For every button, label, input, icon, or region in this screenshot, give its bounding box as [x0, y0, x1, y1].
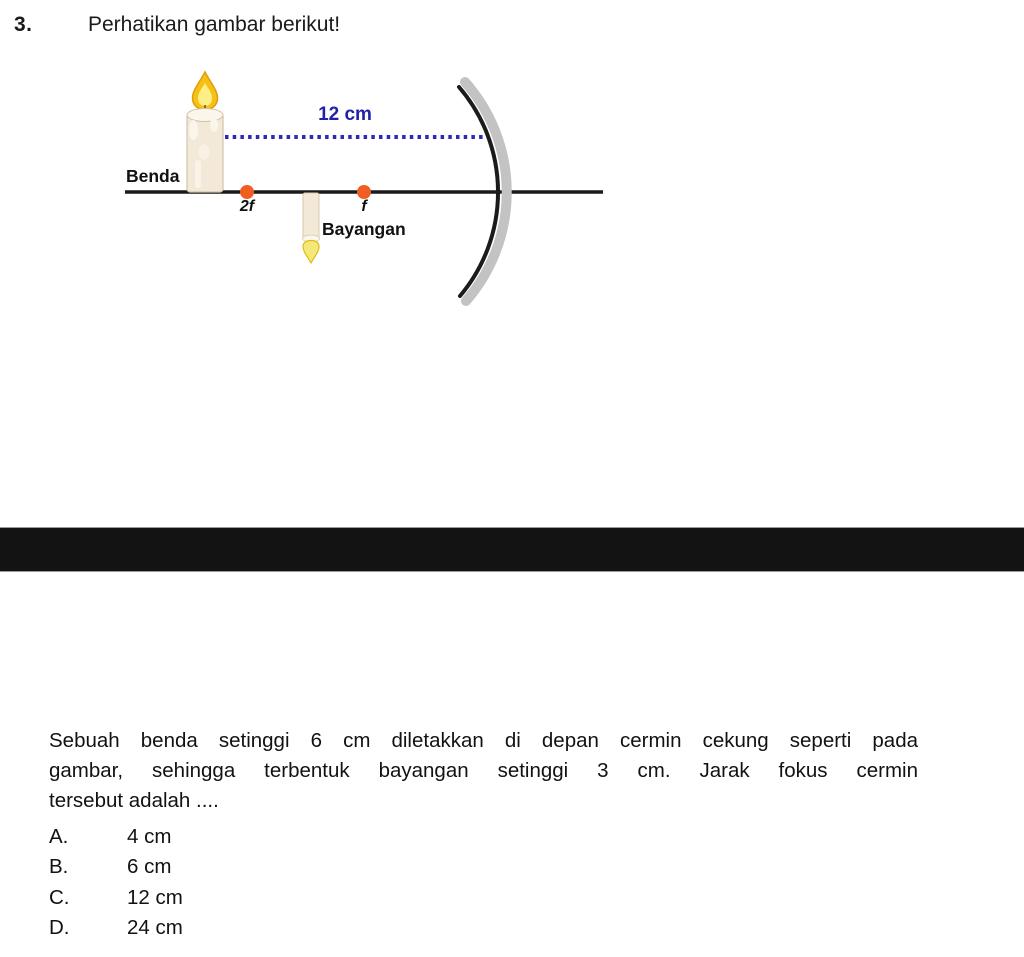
option-value: 4 cm [127, 825, 172, 848]
focal-point-label: f [361, 198, 367, 215]
option-letter: C. [49, 885, 70, 909]
candle-highlight [199, 144, 210, 160]
candle-highlight [195, 160, 201, 188]
option-row-c [49, 883, 183, 913]
distance-label: 12 cm [318, 104, 372, 125]
question-line: Sebuah benda setinggi 6 cm diletakkan di depan cermin cekung seperti pada [49, 729, 918, 752]
separator-bar [0, 527, 1024, 572]
candle-wax-top [187, 109, 223, 122]
image-label: Bayangan [322, 219, 406, 239]
double-focal-point-dot [240, 185, 254, 199]
question-prompt: Perhatikan gambar berikut! [88, 13, 341, 36]
mirror-ray-diagram [100, 60, 620, 315]
object-label: Benda [126, 166, 180, 186]
focal-point-dot [357, 185, 371, 199]
option-row-d [49, 913, 183, 943]
option-value: 12 cm [127, 885, 183, 909]
option-letter: B. [49, 855, 69, 879]
option-row-a [49, 822, 183, 852]
question-line: tersebut adalah .... [49, 789, 219, 813]
double-focal-point-label: 2f [239, 198, 255, 215]
candle-wax-drip [189, 120, 198, 140]
candle-wax-drip [210, 118, 218, 132]
option-value: 24 cm [127, 915, 183, 939]
candle-image-icon [303, 193, 320, 263]
question-text [49, 726, 918, 817]
question-line: gambar, sehingga terbentuk bayangan setinggi 3 cm. Jarak fokus cermin [49, 759, 918, 783]
image-candle-body [303, 193, 319, 239]
question-number: 3. [14, 13, 33, 36]
image-flame [303, 241, 319, 264]
option-letter: A. [49, 825, 69, 848]
option-letter: D. [49, 915, 70, 939]
candle-object-icon [187, 72, 223, 192]
option-value: 6 cm [127, 855, 172, 879]
diagram-canvas [100, 60, 620, 315]
option-row-b [49, 852, 183, 882]
answer-options [49, 822, 183, 943]
